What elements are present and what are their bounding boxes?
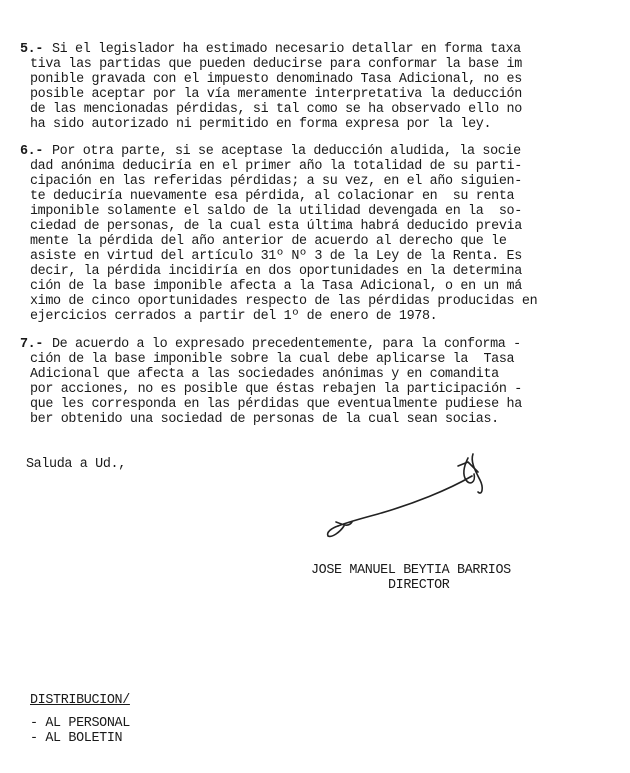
paragraph-line: posible aceptar por la vía meramente interpretativa la deducción <box>30 87 522 102</box>
paragraph-line: Si el legislador ha estimado necesario detallar en forma taxa <box>52 42 521 57</box>
paragraph-line: De acuerdo a lo expresado precedentemente, para la conforma - <box>52 337 521 352</box>
paragraph-line: ción de la base imponible sobre la cual debe aplicarse la Tasa <box>30 352 515 367</box>
paragraph-line: que les corresponda en las pérdidas que eventualmente pudiese ha <box>30 397 522 412</box>
signatory-title: DIRECTOR <box>388 578 450 593</box>
paragraph-line: cipación en las referidas pérdidas; a su vez, en el año siguien- <box>30 174 522 189</box>
distribution-heading: DISTRIBUCION/ <box>30 693 130 708</box>
paragraph-line: ción de la base imponible afecta a la Tasa Adicional, o en un má <box>30 279 522 294</box>
distribution-item: - AL PERSONAL <box>30 716 130 731</box>
paragraph-line: ciedad de personas, de la cual esta última habrá deducido previa <box>30 219 522 234</box>
distribution-item: - AL BOLETIN <box>30 731 123 746</box>
handwritten-signature <box>318 452 498 542</box>
paragraph-line: Adicional que afecta a las sociedades anónimas y en comandita <box>30 367 499 382</box>
paragraph-line: ximo de cinco oportunidades respecto de las pérdidas producidas en <box>30 294 538 309</box>
paragraph-line: dad anónima deduciría en el primer año la totalidad de su parti- <box>30 159 522 174</box>
paragraph-number: 6.- <box>20 144 44 159</box>
paragraph-line: imponible solamente el saldo de la utilidad devengada en la so- <box>30 204 522 219</box>
paragraph-number: 5.- <box>20 42 44 57</box>
paragraph-line: asiste en virtud del artículo 31º Nº 3 de la Ley de la Renta. Es <box>30 249 522 264</box>
paragraph-line: ponible gravada con el impuesto denominado Tasa Adicional, no es <box>30 72 522 87</box>
paragraph-number: 7.- <box>20 337 44 352</box>
paragraph-line: ejercicios cerrados a partir del 1º de enero de 1978. <box>30 309 438 324</box>
signatory-name: JOSE MANUEL BEYTIA BARRIOS <box>311 563 511 578</box>
paragraph-line: por acciones, no es posible que éstas rebajen la participación - <box>30 382 522 397</box>
paragraph-line: mente la pérdida del año anterior de acuerdo al derecho que le <box>30 234 507 249</box>
paragraph-line: ber obtenido una sociedad de personas de la cual sean socias. <box>30 412 499 427</box>
paragraph-line: ha sido autorizado ni permitido en forma expresa por la ley. <box>30 117 492 132</box>
paragraph-line: te deduciría nuevamente esa pérdida, al colacionar en su renta <box>30 189 515 204</box>
paragraph-line: de las mencionadas pérdidas, si tal como se ha observado ello no <box>30 102 522 117</box>
paragraph-line: Por otra parte, si se aceptase la deducción aludida, la socie <box>52 144 521 159</box>
paragraph-line: tiva las partidas que pueden deducirse para conformar la base im <box>30 57 522 72</box>
paragraph-line: decir, la pérdida incidiría en dos oportunidades en la determina <box>30 264 522 279</box>
closing-greeting: Saluda a Ud., <box>26 457 126 472</box>
